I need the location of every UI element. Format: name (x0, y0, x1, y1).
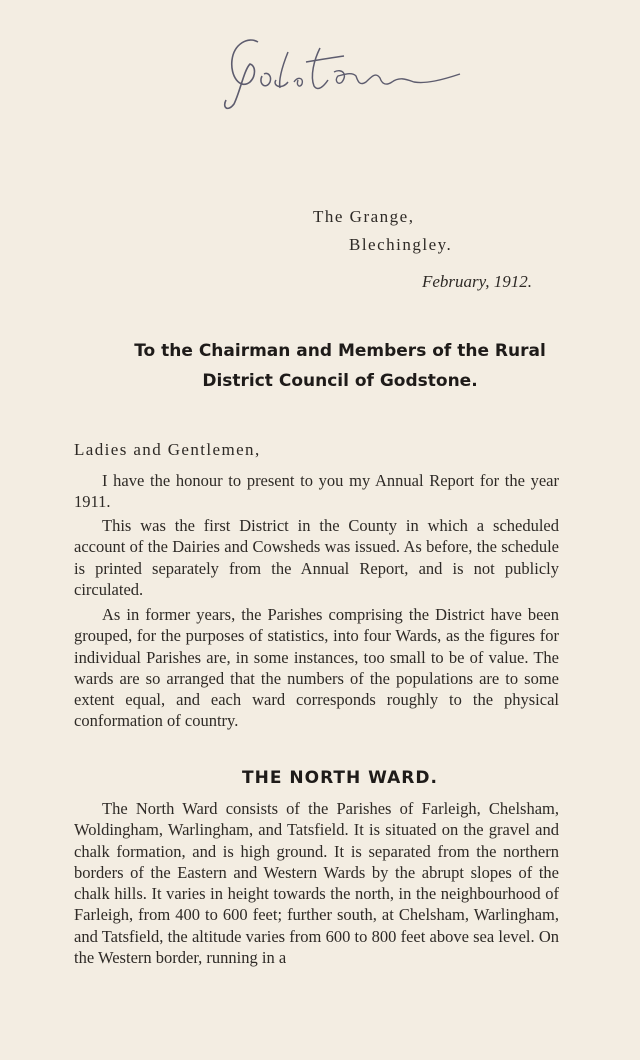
handwritten-signature (210, 30, 470, 110)
address-line-2: Blechingley. (349, 235, 453, 254)
section-title: THE NORTH WARD. (242, 768, 438, 788)
paragraph-3: As in former years, the Parishes comprising the District have been grouped, for the purposes of statistics, into four Wards, as the figures for individual Parishes are, in some instances, too small to be of value. The wards are so arranged that the numbers of the populations are to some extent equal, and each ward corresponds roughly to the physical conformation of country. (74, 605, 559, 731)
letter-date: February, 1912. (422, 272, 533, 291)
paragraph-1: I have the honour to present to you my Annual Report for the year 1911. (74, 471, 559, 512)
addressee-line-1: To the Chairman and Members of the Rural (134, 341, 546, 361)
section-paragraph: The North Ward consists of the Parishes of Farleigh, Chelsham, Woldingham, Warlingham, and Tatsfield. It is situated on the gravel and chalk formation, and is high ground. It is separated from the northern borders of the Eastern and Western Wards by the abrupt slopes of the chalk hills. It varies in height towards the north, in the neighbourhood of Farleigh, from 400 to 600 feet; further south, at Chelsham, Warlingham, and Tatsfield, the altitude varies from 600 to 800 feet above sea level. On the Western border, running in a (74, 799, 559, 968)
address-line-1: The Grange, (313, 207, 415, 226)
salutation: Ladies and Gentlemen, (74, 440, 261, 459)
addressee-line-2: District Council of Godstone. (202, 371, 478, 391)
paragraph-2: This was the first District in the County in which a scheduled account of the Dairies and Cowsheds was issued. As before, the schedule is printed separately from the Annual Report, and is not publicly circulated. (74, 516, 559, 599)
